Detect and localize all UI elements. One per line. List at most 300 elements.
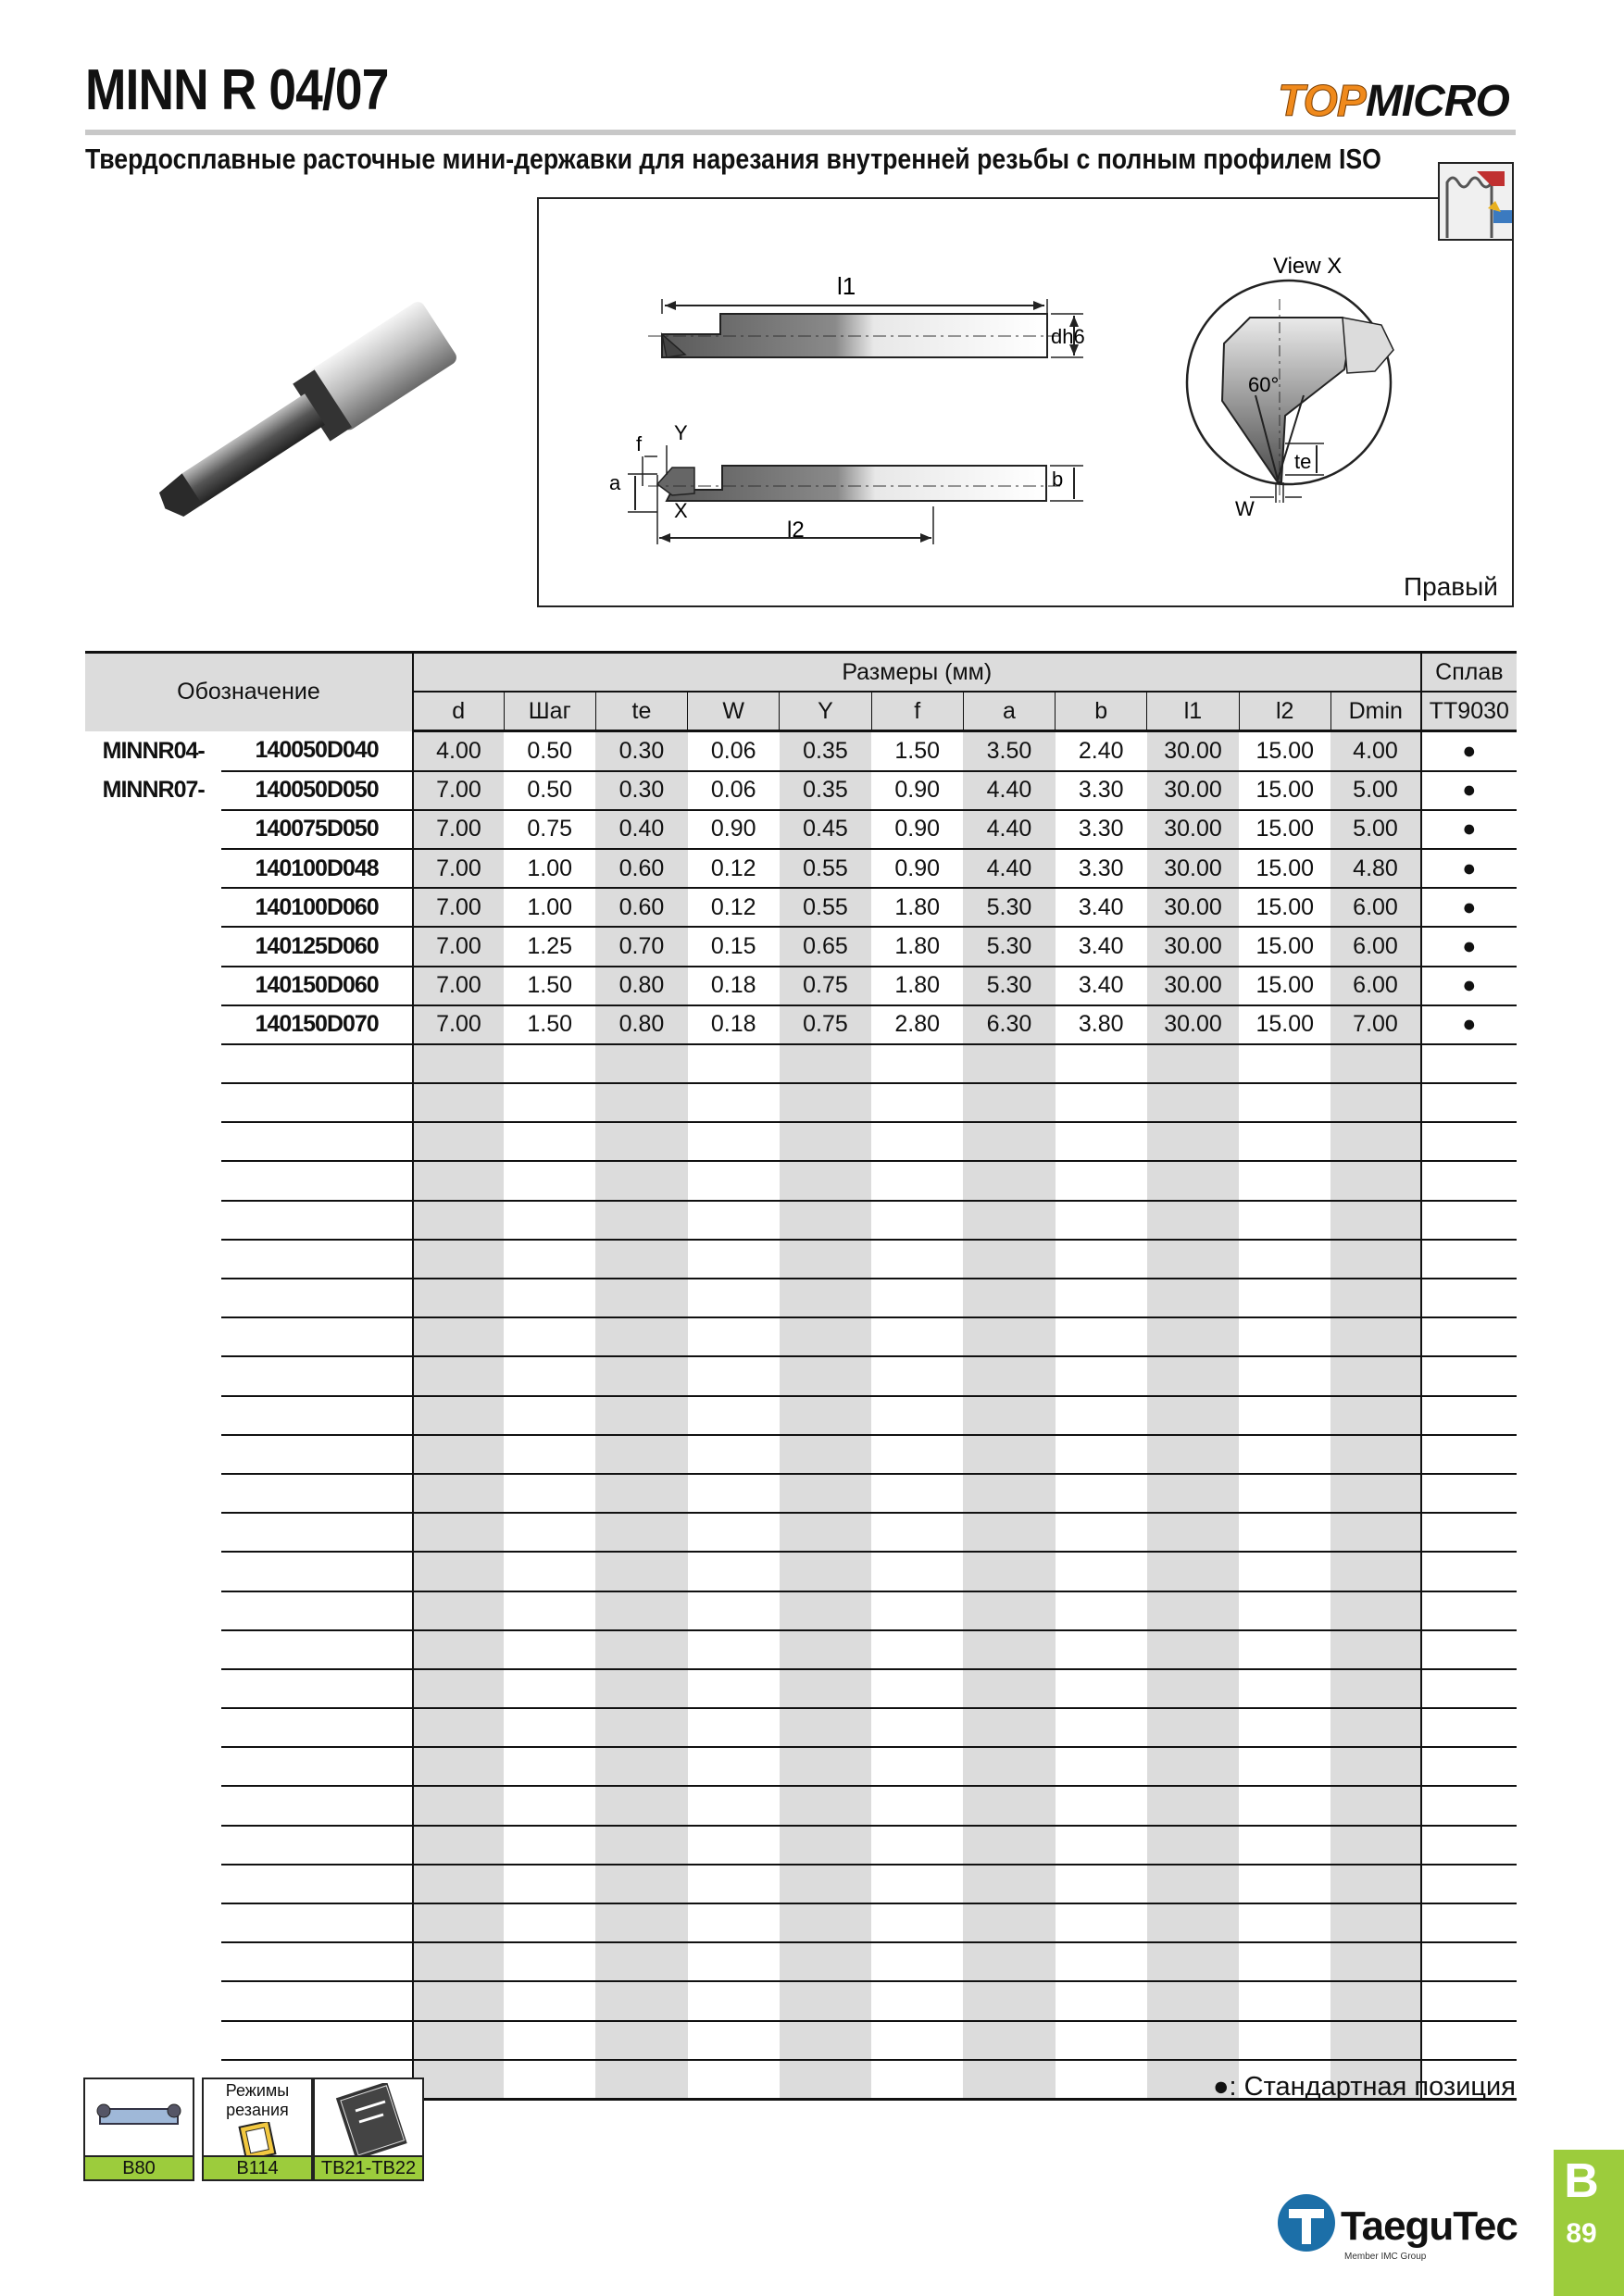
cell-value: 15.00 bbox=[1239, 927, 1330, 966]
blank-row bbox=[85, 1356, 1517, 1395]
brand-part1: TOP bbox=[1278, 77, 1366, 126]
cell-value bbox=[504, 1903, 595, 1942]
cell-value bbox=[780, 1240, 871, 1279]
cell-value bbox=[1239, 1826, 1330, 1865]
stock-indicator bbox=[1421, 1747, 1517, 1786]
cell-value bbox=[871, 1356, 963, 1395]
cell-value bbox=[871, 1630, 963, 1669]
cell-value: 1.80 bbox=[871, 927, 963, 966]
cell-value: 7.00 bbox=[413, 849, 504, 888]
brand-part2: MICRO bbox=[1365, 77, 1509, 126]
ref-label: B114 bbox=[204, 2155, 311, 2179]
cell-value bbox=[1147, 1356, 1239, 1395]
cell-value bbox=[871, 1044, 963, 1083]
cell-value: 0.55 bbox=[780, 888, 871, 927]
cell-value: 7.00 bbox=[413, 1005, 504, 1044]
stock-indicator: ● bbox=[1421, 927, 1517, 966]
cell-value: 6.00 bbox=[1330, 888, 1420, 927]
column-header: W bbox=[688, 692, 780, 731]
cell-value bbox=[413, 1317, 504, 1356]
cell-value bbox=[504, 1786, 595, 1825]
cell-value bbox=[871, 1708, 963, 1747]
cell-value bbox=[413, 1826, 504, 1865]
stock-indicator bbox=[1421, 1356, 1517, 1395]
stock-indicator: ● bbox=[1421, 1005, 1517, 1044]
cell-value bbox=[688, 1865, 780, 1903]
cell-value bbox=[1056, 1161, 1147, 1200]
designation-prefix bbox=[85, 1747, 221, 1786]
designation-prefix: MINNR04- bbox=[102, 737, 205, 764]
cell-value bbox=[595, 2060, 687, 2100]
cell-value bbox=[595, 1240, 687, 1279]
cell-value bbox=[595, 1161, 687, 1200]
cell-value bbox=[504, 1942, 595, 1981]
cell-value bbox=[871, 1083, 963, 1122]
cell-value bbox=[595, 1122, 687, 1161]
cell-value bbox=[413, 1474, 504, 1513]
cell-value bbox=[871, 1786, 963, 1825]
table-row bbox=[85, 967, 1517, 1005]
column-header: b bbox=[1056, 692, 1147, 731]
blank-row bbox=[85, 1317, 1517, 1356]
cell-value: 0.80 bbox=[595, 1005, 687, 1044]
cell-value: 5.30 bbox=[963, 888, 1055, 927]
designation-prefix bbox=[85, 888, 221, 927]
cell-value bbox=[595, 1083, 687, 1122]
cell-value bbox=[504, 1083, 595, 1122]
column-header: d bbox=[413, 692, 504, 731]
cell-value bbox=[1239, 1317, 1330, 1356]
page-subtitle: Твердосплавные расточные мини-державки для нарезания внутренней резьбы с полным профилем ISO bbox=[85, 143, 1381, 175]
cell-value: 30.00 bbox=[1147, 810, 1239, 849]
cell-value: 0.80 bbox=[595, 967, 687, 1005]
cell-value: 0.70 bbox=[595, 927, 687, 966]
cell-value: 3.30 bbox=[1056, 849, 1147, 888]
cell-value bbox=[780, 1630, 871, 1669]
cell-value bbox=[1147, 1474, 1239, 1513]
cell-value bbox=[963, 1396, 1055, 1435]
cell-value bbox=[1330, 1942, 1420, 1981]
cell-value bbox=[688, 1630, 780, 1669]
designation-code bbox=[221, 1317, 413, 1356]
cell-value: 0.90 bbox=[871, 810, 963, 849]
designation-code: 140075D050 bbox=[221, 810, 413, 849]
cell-value bbox=[595, 1865, 687, 1903]
cell-value bbox=[963, 1161, 1055, 1200]
legend-standard-item: ●: Стандартная позиция bbox=[1213, 2072, 1516, 2102]
stock-indicator: ● bbox=[1421, 731, 1517, 771]
column-header: l1 bbox=[1147, 692, 1239, 731]
designation-prefix bbox=[85, 1435, 221, 1474]
stock-indicator: ● bbox=[1421, 810, 1517, 849]
cell-value: 0.50 bbox=[504, 771, 595, 810]
stock-indicator bbox=[1421, 1786, 1517, 1825]
stock-indicator: ● bbox=[1421, 771, 1517, 810]
cell-value bbox=[413, 2021, 504, 2060]
blank-row bbox=[85, 1669, 1517, 1708]
designation-code bbox=[221, 1044, 413, 1083]
cell-value bbox=[413, 1122, 504, 1161]
cell-value bbox=[963, 1630, 1055, 1669]
cell-value bbox=[780, 1552, 871, 1591]
designation-code: 140125D060 bbox=[221, 927, 413, 966]
cell-value bbox=[1239, 1044, 1330, 1083]
maker-name: TaeguTec bbox=[1341, 2203, 1518, 2249]
cell-value bbox=[595, 1474, 687, 1513]
cell-value: 1.80 bbox=[871, 888, 963, 927]
cell-value bbox=[1056, 1435, 1147, 1474]
cell-value bbox=[1330, 1240, 1420, 1279]
table-row bbox=[85, 810, 1517, 849]
cell-value: 30.00 bbox=[1147, 731, 1239, 771]
cell-value: 5.30 bbox=[963, 927, 1055, 966]
ref-insert-b80[interactable] bbox=[83, 2078, 194, 2181]
cell-value bbox=[1239, 1396, 1330, 1435]
cell-value bbox=[595, 1044, 687, 1083]
cell-value bbox=[595, 1630, 687, 1669]
cell-value: 7.00 bbox=[1330, 1005, 1420, 1044]
stock-indicator bbox=[1421, 1396, 1517, 1435]
cell-value bbox=[1147, 2021, 1239, 2060]
stock-indicator bbox=[1421, 1279, 1517, 1317]
ref-label: TB21-TB22 bbox=[315, 2155, 422, 2179]
cell-value bbox=[688, 1942, 780, 1981]
stock-indicator bbox=[1421, 1826, 1517, 1865]
cell-value bbox=[595, 1279, 687, 1317]
cell-value bbox=[595, 1747, 687, 1786]
cell-value bbox=[1147, 1122, 1239, 1161]
blank-row bbox=[85, 1708, 1517, 1747]
cell-value bbox=[1330, 1122, 1420, 1161]
cell-value bbox=[504, 1474, 595, 1513]
blank-row bbox=[85, 1122, 1517, 1161]
cell-value: 3.80 bbox=[1056, 1005, 1147, 1044]
cell-value bbox=[1330, 1630, 1420, 1669]
cell-value bbox=[595, 1201, 687, 1240]
designation-prefix bbox=[85, 967, 221, 1005]
cell-value bbox=[871, 1435, 963, 1474]
cell-value bbox=[504, 1396, 595, 1435]
cell-value bbox=[688, 1201, 780, 1240]
cell-value bbox=[595, 2021, 687, 2060]
cell-value bbox=[1147, 1865, 1239, 1903]
cell-value bbox=[595, 1435, 687, 1474]
cell-value bbox=[1330, 1474, 1420, 1513]
designation-code bbox=[221, 1669, 413, 1708]
cell-value bbox=[413, 1201, 504, 1240]
cell-value bbox=[413, 1161, 504, 1200]
cell-value: 3.30 bbox=[1056, 810, 1147, 849]
designation-prefix bbox=[85, 1591, 221, 1630]
designation-code bbox=[221, 1981, 413, 2020]
blank-row bbox=[85, 1747, 1517, 1786]
cell-value bbox=[1056, 1317, 1147, 1356]
cell-value: 1.80 bbox=[871, 967, 963, 1005]
designation-prefix bbox=[85, 1669, 221, 1708]
stock-indicator bbox=[1421, 1865, 1517, 1903]
dim-a-label: a bbox=[609, 471, 621, 494]
designation-prefix bbox=[85, 1865, 221, 1903]
cell-value bbox=[688, 1474, 780, 1513]
blank-row bbox=[85, 1981, 1517, 2020]
table-row bbox=[85, 849, 1517, 888]
blank-row bbox=[85, 1826, 1517, 1865]
designation-prefix bbox=[85, 1240, 221, 1279]
cell-value bbox=[963, 1903, 1055, 1942]
cell-value bbox=[780, 1279, 871, 1317]
blank-row bbox=[85, 1942, 1517, 1981]
cell-value bbox=[1239, 1942, 1330, 1981]
cell-value bbox=[504, 1161, 595, 1200]
maker-tagline: Member IMC Group bbox=[1344, 2252, 1427, 2262]
cell-value: 0.60 bbox=[595, 849, 687, 888]
cell-value bbox=[688, 1786, 780, 1825]
cell-value bbox=[1147, 1513, 1239, 1552]
cell-value bbox=[413, 1865, 504, 1903]
designation-prefix bbox=[85, 1630, 221, 1669]
cell-value: 15.00 bbox=[1239, 888, 1330, 927]
blank-row bbox=[85, 2021, 1517, 2060]
blank-row bbox=[85, 1201, 1517, 1240]
thread-type-icon bbox=[1438, 162, 1514, 241]
designation-prefix bbox=[85, 1396, 221, 1435]
cell-value bbox=[871, 1552, 963, 1591]
column-header: l2 bbox=[1239, 692, 1330, 731]
designation-code bbox=[221, 1591, 413, 1630]
cell-value bbox=[1239, 1630, 1330, 1669]
cell-value: 3.40 bbox=[1056, 967, 1147, 1005]
cell-value bbox=[413, 1591, 504, 1630]
cell-value: 2.80 bbox=[871, 1005, 963, 1044]
cell-value bbox=[1239, 1669, 1330, 1708]
cell-value bbox=[413, 1240, 504, 1279]
cell-value bbox=[963, 1201, 1055, 1240]
designation-prefix bbox=[85, 1083, 221, 1122]
designation-prefix bbox=[85, 1122, 221, 1161]
designation-code bbox=[221, 1865, 413, 1903]
stock-indicator bbox=[1421, 1122, 1517, 1161]
cell-value bbox=[780, 1591, 871, 1630]
cell-value bbox=[1239, 1474, 1330, 1513]
cell-value bbox=[1056, 1552, 1147, 1591]
cell-value bbox=[504, 1552, 595, 1591]
cell-value: 0.65 bbox=[780, 927, 871, 966]
designation-code: 140100D048 bbox=[221, 849, 413, 888]
designation-prefix bbox=[85, 1903, 221, 1942]
stock-indicator bbox=[1421, 1669, 1517, 1708]
cell-value: 5.00 bbox=[1330, 810, 1420, 849]
cell-value: 0.75 bbox=[780, 967, 871, 1005]
cell-value bbox=[688, 1747, 780, 1786]
cell-value bbox=[504, 1044, 595, 1083]
cell-value: 0.18 bbox=[688, 1005, 780, 1044]
cell-value: 0.35 bbox=[780, 771, 871, 810]
designation-code bbox=[221, 1474, 413, 1513]
product-photo bbox=[130, 278, 481, 546]
cell-value bbox=[504, 2021, 595, 2060]
designation-prefix bbox=[85, 1981, 221, 2020]
cell-value bbox=[1056, 1630, 1147, 1669]
ref-label: B80 bbox=[85, 2155, 193, 2179]
cell-value: 2.40 bbox=[1056, 731, 1147, 771]
cell-value bbox=[963, 1513, 1055, 1552]
cell-value bbox=[413, 1552, 504, 1591]
cell-value bbox=[1147, 1708, 1239, 1747]
cell-value: 3.40 bbox=[1056, 927, 1147, 966]
cell-value bbox=[1239, 1240, 1330, 1279]
cell-value bbox=[1239, 1981, 1330, 2020]
cell-value bbox=[871, 1279, 963, 1317]
cell-value: 15.00 bbox=[1239, 731, 1330, 771]
cell-value bbox=[780, 1865, 871, 1903]
ref-technical-guide-tb21-tb22[interactable] bbox=[313, 2078, 424, 2181]
cell-value bbox=[1239, 1083, 1330, 1122]
cell-value bbox=[413, 1279, 504, 1317]
cell-value: 1.25 bbox=[504, 927, 595, 966]
cell-value: 15.00 bbox=[1239, 849, 1330, 888]
blank-row bbox=[85, 1044, 1517, 1083]
designation-prefix bbox=[85, 1942, 221, 1981]
cell-value: 7.00 bbox=[413, 967, 504, 1005]
cell-value: 3.30 bbox=[1056, 771, 1147, 810]
designation-code bbox=[221, 1083, 413, 1122]
stock-indicator bbox=[1421, 1942, 1517, 1981]
cell-value bbox=[1147, 1044, 1239, 1083]
cell-value bbox=[963, 1474, 1055, 1513]
cell-value bbox=[1056, 1122, 1147, 1161]
cell-value bbox=[1330, 1161, 1420, 1200]
cell-value: 4.00 bbox=[413, 731, 504, 771]
cell-value bbox=[1239, 1903, 1330, 1942]
table-row bbox=[85, 1005, 1517, 1044]
cell-value bbox=[963, 1044, 1055, 1083]
cell-value bbox=[688, 1981, 780, 2020]
cell-value bbox=[963, 1435, 1055, 1474]
cell-value: 4.40 bbox=[963, 810, 1055, 849]
cell-value: 0.90 bbox=[688, 810, 780, 849]
cell-value bbox=[1147, 1317, 1239, 1356]
cell-value bbox=[1239, 1435, 1330, 1474]
column-header: te bbox=[595, 692, 687, 731]
dim-y-label: Y bbox=[674, 421, 688, 444]
cell-value bbox=[963, 2021, 1055, 2060]
cell-value bbox=[1056, 1240, 1147, 1279]
cell-value bbox=[963, 1942, 1055, 1981]
stock-indicator bbox=[1421, 1552, 1517, 1591]
cell-value bbox=[1330, 1903, 1420, 1942]
cell-value bbox=[595, 1942, 687, 1981]
cell-value bbox=[1056, 1981, 1147, 2020]
cell-value bbox=[1056, 1279, 1147, 1317]
cell-value bbox=[780, 1317, 871, 1356]
cell-value bbox=[1239, 1708, 1330, 1747]
topmicro-logo bbox=[1278, 76, 1509, 127]
cell-value bbox=[1056, 1356, 1147, 1395]
designation-code bbox=[221, 1903, 413, 1942]
cell-value: 7.00 bbox=[413, 927, 504, 966]
cell-value bbox=[1147, 1240, 1239, 1279]
designation-code bbox=[221, 2021, 413, 2060]
cell-value bbox=[963, 1786, 1055, 1825]
cell-value bbox=[413, 1747, 504, 1786]
ref-top-text: Режимы резания bbox=[225, 2081, 290, 2119]
cell-value bbox=[1330, 1396, 1420, 1435]
cell-value bbox=[413, 1669, 504, 1708]
cell-value bbox=[595, 1317, 687, 1356]
blank-row bbox=[85, 1435, 1517, 1474]
stock-indicator bbox=[1421, 1513, 1517, 1552]
cell-value bbox=[1330, 2021, 1420, 2060]
cell-value bbox=[504, 1356, 595, 1395]
cell-value: 0.55 bbox=[780, 849, 871, 888]
stock-indicator bbox=[1421, 1201, 1517, 1240]
cell-value bbox=[1056, 1396, 1147, 1435]
cell-value bbox=[1147, 1083, 1239, 1122]
cell-value bbox=[595, 1826, 687, 1865]
view-x-label: View X bbox=[1273, 254, 1343, 279]
alloy-header: Сплав bbox=[1421, 653, 1517, 693]
cell-value: 30.00 bbox=[1147, 849, 1239, 888]
designation-code: 140150D070 bbox=[221, 1005, 413, 1044]
cell-value bbox=[780, 1083, 871, 1122]
designation-code bbox=[221, 1747, 413, 1786]
table-row bbox=[85, 731, 1517, 771]
cell-value bbox=[780, 1747, 871, 1786]
cell-value bbox=[871, 1396, 963, 1435]
cell-value: 1.00 bbox=[504, 849, 595, 888]
cell-value bbox=[688, 1826, 780, 1865]
cell-value bbox=[688, 1240, 780, 1279]
cell-value: 0.30 bbox=[595, 771, 687, 810]
cell-value bbox=[1147, 1279, 1239, 1317]
stock-indicator: ● bbox=[1421, 967, 1517, 1005]
cell-value bbox=[1147, 1942, 1239, 1981]
cell-value bbox=[504, 1201, 595, 1240]
designation-prefix bbox=[85, 1826, 221, 1865]
cell-value bbox=[1056, 1513, 1147, 1552]
cell-value bbox=[1239, 1591, 1330, 1630]
stock-indicator bbox=[1421, 1044, 1517, 1083]
cell-value bbox=[871, 1201, 963, 1240]
cell-value: 30.00 bbox=[1147, 1005, 1239, 1044]
dim-f-label: f bbox=[636, 432, 643, 455]
stock-indicator bbox=[1421, 1903, 1517, 1942]
cell-value bbox=[1056, 1044, 1147, 1083]
cell-value: 0.15 bbox=[688, 927, 780, 966]
cell-value bbox=[595, 1356, 687, 1395]
cell-value bbox=[1056, 1942, 1147, 1981]
stock-indicator bbox=[1421, 1317, 1517, 1356]
cell-value bbox=[1330, 1317, 1420, 1356]
designation-prefix bbox=[85, 1474, 221, 1513]
designation-code bbox=[221, 1356, 413, 1395]
cell-value bbox=[504, 2060, 595, 2100]
cell-value: 15.00 bbox=[1239, 967, 1330, 1005]
cell-value: 7.00 bbox=[413, 771, 504, 810]
blank-row bbox=[85, 1591, 1517, 1630]
ref-cutting-conditions-b114[interactable] bbox=[202, 2078, 313, 2181]
designation-prefix bbox=[85, 1356, 221, 1395]
tool-top-view bbox=[648, 299, 1083, 357]
cell-value bbox=[1330, 1747, 1420, 1786]
cell-value bbox=[871, 1317, 963, 1356]
cell-value bbox=[780, 1669, 871, 1708]
designation-prefix bbox=[85, 1161, 221, 1200]
cell-value bbox=[413, 1513, 504, 1552]
cell-value: 5.00 bbox=[1330, 771, 1420, 810]
cell-value bbox=[1147, 1591, 1239, 1630]
cell-value bbox=[688, 2060, 780, 2100]
